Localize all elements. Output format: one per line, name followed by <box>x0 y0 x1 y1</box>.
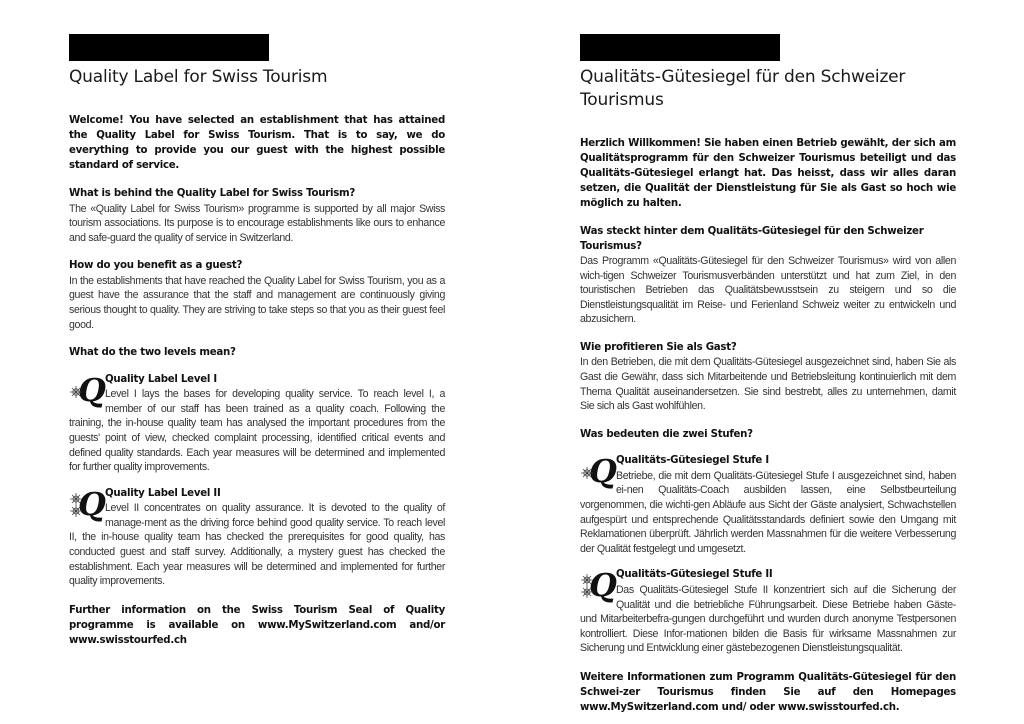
svg-text:Q: Q <box>589 452 617 491</box>
section-body-what-is-behind: The «Quality Label for Swiss Tourism» programme is supported by all major Swiss tourism associations. Its purpose is to encourage establishments like ours to enhance and safe-guard the quality of service in Switzerland. <box>69 202 445 244</box>
further-information-note: Further information on the Swiss Tourism Seal of Quality programme is available on www.MySwitzerland.com and/or www.swisstourfed.ch <box>69 604 445 646</box>
level-two-block <box>69 484 445 589</box>
quality-q-one-star-icon <box>69 370 106 409</box>
svg-text:Q: Q <box>78 484 106 523</box>
level-one-block <box>69 370 445 475</box>
page-title: Quality Label for Swiss Tourism <box>69 67 328 87</box>
level-two-block <box>580 568 956 655</box>
section-heading-benefit: How do you benefit as a guest? <box>69 260 243 272</box>
section-body-what-is-behind: Das Programm «Qualitäts-Gütesiegel für den Schweizer Tourismus» wird von allen wich-tigen Schweizer Tourismusverbänden unterstützt und hat zum Ziel, in den touristischen Betrieben das Qualitätsbewusstsein zu steigern und so die Dienstleistungsqualität im Reise- und Ferienland Schweiz weiter zu entwickeln und abzusichern. <box>580 255 956 326</box>
quality-q-two-star-icon <box>69 484 106 523</box>
section-heading-benefit: Wie profitieren Sie als Gast? <box>580 341 737 353</box>
section-heading-two-levels: Was bedeuten die zwei Stufen? <box>580 428 753 440</box>
header-bar <box>580 34 780 61</box>
section-heading-what-is-behind: Was steckt hinter dem Qualitäts-Gütesiegel für den Schweizer Tourismus? <box>580 226 924 252</box>
level-one-title: Qualitäts-Gütesiegel Stufe I <box>616 455 769 467</box>
svg-text:Q: Q <box>78 370 106 409</box>
english-column <box>69 34 445 648</box>
welcome-paragraph: Herzlich Willkommen! Sie haben einen Betrieb gewählt, der sich am Qualitätsprogramm für den Schweizer Tourismus beteiligt und das Qualitäts-Gütesiegel erlangt hat. Das heisst, dass wir alles daran setzen, die Qualität der Dienstleistung für Sie als Gast so hoch wie möglich zu halten. <box>580 138 956 209</box>
quality-q-one-star-icon <box>580 452 617 491</box>
level-one-body: Betriebe, die mit dem Qualitäts-Gütesiegel Stufe I ausgezeichnet sind, haben ei-nen Qualitäts-Coach ausbilden lassen, eine Selbstbeurteilung vorgenommen, die wichti-gen Abläufe aus Sicht der Gäste analysiert, Schwachstellen aufgespürt und entsprechende Qualitätsstandards definiert sowie den Umgang mit Reklamationen überprüft. Jährlich werden Massnahmen für die weitere Verbesserung der Qualität festgelegt und umgesetzt. <box>580 469 956 555</box>
quality-q-two-star-icon <box>580 566 617 605</box>
level-two-title: Quality Label Level II <box>105 487 221 499</box>
level-two-body: Das Qualitäts-Gütesiegel Stufe II konzentriert sich auf die Sicherung der Qualität und die betriebliche Führungsarbeit. Diese Betriebe haben Gäste- und Mitarbeiterbefra-gungen durchgeführt und wurden durch anonyme Testpersonen kontrolliert. Diese Infor-mationen bilden die Basis für wirksame Massnahmen zur Sicherung und Entwicklung einer gästebezogenen Dienstleistungsqualität. <box>580 583 956 655</box>
german-column <box>580 34 956 715</box>
level-two-title: Qualitäts-Gütesiegel Stufe II <box>616 569 773 581</box>
section-heading-two-levels: What do the two levels mean? <box>69 347 236 359</box>
level-one-block <box>580 454 956 556</box>
header-bar <box>69 34 269 61</box>
further-information-note: Weitere Informationen zum Programm Qualitäts-Gütesiegel für den Schwei-zer Tourismus finden Sie auf den Homepages www.MySwitzerland.com und/ oder www.swisstourfed.ch. <box>580 671 956 713</box>
svg-text:Q: Q <box>589 566 617 605</box>
page-title: Qualitäts-Gütesiegel für den Schweizer Tourismus <box>580 67 906 110</box>
section-body-benefit: In the establishments that have reached the Quality Label for Swiss Tourism, you as a guest have the assurance that the staff and management are continuously giving serious thought to quality. They are striving to take steps so that you as their guest feel good. <box>69 274 445 331</box>
level-one-title: Quality Label Level I <box>105 373 217 385</box>
section-body-benefit: In den Betrieben, die mit dem Qualitäts-Gütesiegel ausgezeichnet sind, haben Sie als Gast die Gewähr, dass sich Mitarbeitende und Betriebsleitung kontinuierlich mit dem Thema Qualität auseinandersetzen. Sie sind bestrebt, alles zu unternehmen, damit Sie sich als Gast wohlfühlen. <box>580 356 956 413</box>
welcome-paragraph: Welcome! You have selected an establishment that has attained the Quality Label for Swiss Tourism. That is to say, we do everything to provide you our guest with the highest possible standard of service. <box>69 115 445 171</box>
level-one-body: Level I lays the bases for developing quality service. To reach level I, a member of our staff has been trained as a quality coach. Following the training, the in-house quality team has analysed the important procedures from the guests' point of view, checked complaint processing, identified critical events and defined quality standards. Each year measures will be determined and implemented for further quality improvements. <box>69 388 445 474</box>
section-heading-what-is-behind: What is behind the Quality Label for Swiss Tourism? <box>69 188 356 199</box>
level-two-body: Level II concentrates on quality assurance. It is devoted to the quality of manage-ment as the driving force behind good quality service. To reach level II, the in-house quality team has checked the prerequisites for good quality, has conducted guest and staff survey. Additionally, a mystery guest has checked the establishment. Each year measures will be determined and implemented for further quality improvements. <box>69 502 445 588</box>
